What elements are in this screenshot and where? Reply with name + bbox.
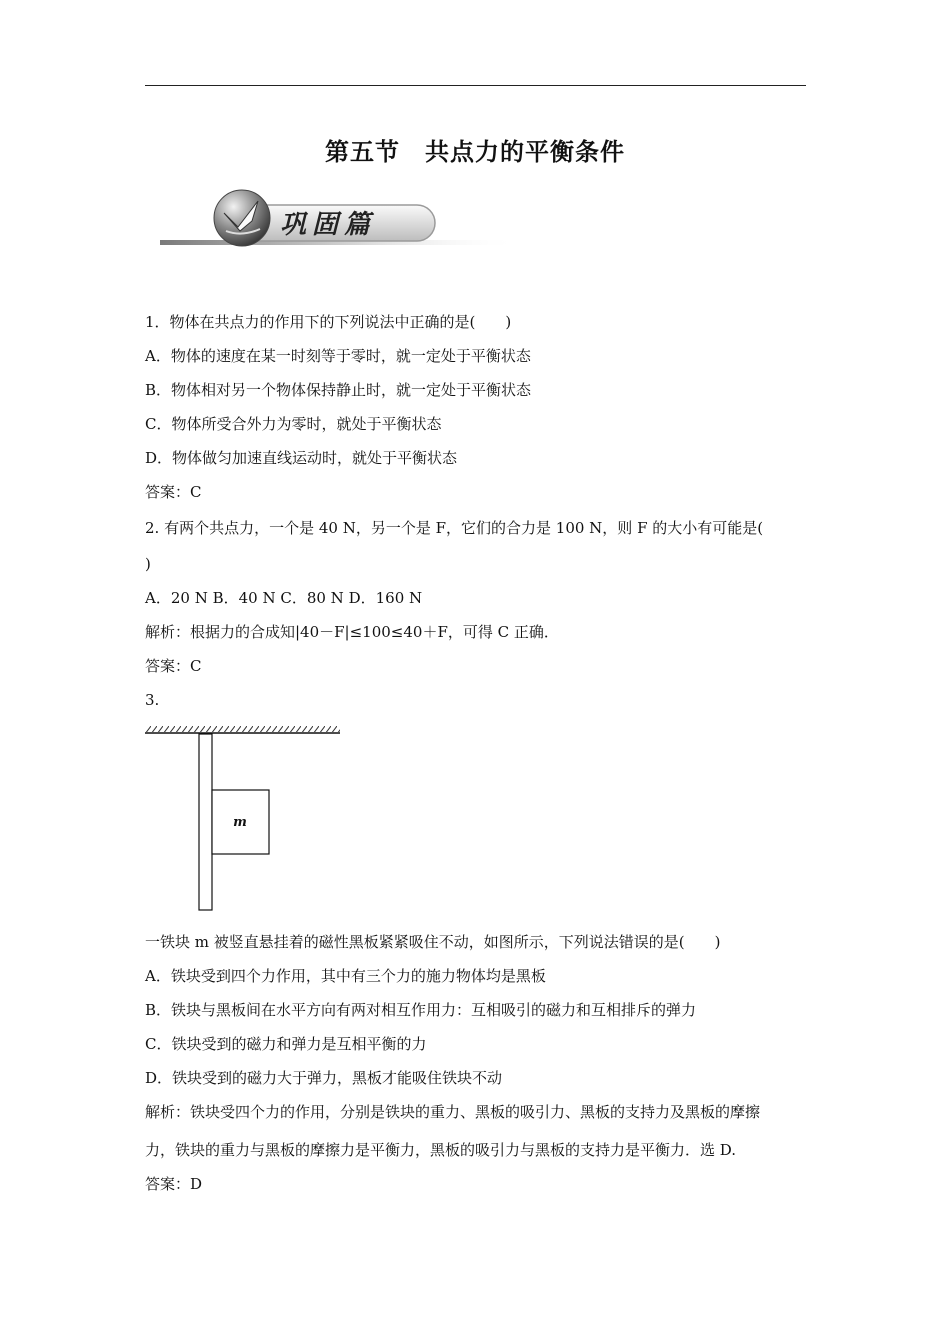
header-rule <box>145 85 806 86</box>
q1-option-d: D．物体做匀加速直线运动时，就处于平衡状态 <box>145 449 458 467</box>
q2-stem-line1: 2. 有两个共点力，一个是 40 N，另一个是 F，它们的合力是 100 N，则 F 的大小有可能是( <box>145 519 764 537</box>
q2-options: A．20 N B．40 N C．80 N D．160 N <box>145 589 423 607</box>
q3-number: 3. <box>145 691 160 709</box>
q1-stem: 1．物体在共点力的作用下的下列说法中正确的是( ) <box>145 313 512 331</box>
banner-label: 巩固篇 <box>280 210 377 240</box>
q3-answer: 答案：D <box>145 1175 203 1193</box>
page-title: 第五节 共点力的平衡条件 <box>325 138 625 166</box>
blackboard <box>199 734 212 910</box>
q3-option-a: A．铁块受到四个力作用，其中有三个力的施力物体均是黑板 <box>145 967 546 985</box>
bird-emblem-icon <box>214 190 270 246</box>
q3-option-b: B．铁块与黑板间在水平方向有两对相互作用力：互相吸引的磁力和互相排斥的弹力 <box>145 1001 697 1019</box>
q3-option-c: C．铁块受到的磁力和弹力是互相平衡的力 <box>145 1035 427 1053</box>
q1-option-a: A．物体的速度在某一时刻等于零时，就一定处于平衡状态 <box>145 347 531 365</box>
q1-answer: 答案：C <box>145 483 202 501</box>
iron-block-label: m <box>233 815 247 830</box>
section-banner <box>160 185 520 255</box>
ceiling-hatch <box>145 726 340 732</box>
q3-analysis-line1: 解析：铁块受四个力的作用，分别是铁块的重力、黑板的吸引力、黑板的支持力及黑板的摩擦 <box>145 1103 761 1121</box>
q1-option-c: C．物体所受合外力为零时，就处于平衡状态 <box>145 415 442 433</box>
q3-stem: 一铁块 m 被竖直悬挂着的磁性黑板紧紧吸住不动，如图所示，下列说法错误的是( ) <box>145 933 721 951</box>
blackboard-figure <box>145 726 345 916</box>
q2-analysis: 解析：根据力的合成知|40－F|≤100≤40＋F，可得 C 正确． <box>145 623 559 641</box>
q2-answer: 答案：C <box>145 657 202 675</box>
q3-option-d: D．铁块受到的磁力大于弹力，黑板才能吸住铁块不动 <box>145 1069 503 1087</box>
q1-option-b: B．物体相对另一个物体保持静止时，就一定处于平衡状态 <box>145 381 532 399</box>
q2-stem-line2: ) <box>145 555 151 573</box>
q3-analysis-line2: 力，铁块的重力与黑板的摩擦力是平衡力，黑板的吸引力与黑板的支持力是平衡力．选 D. <box>145 1141 737 1159</box>
